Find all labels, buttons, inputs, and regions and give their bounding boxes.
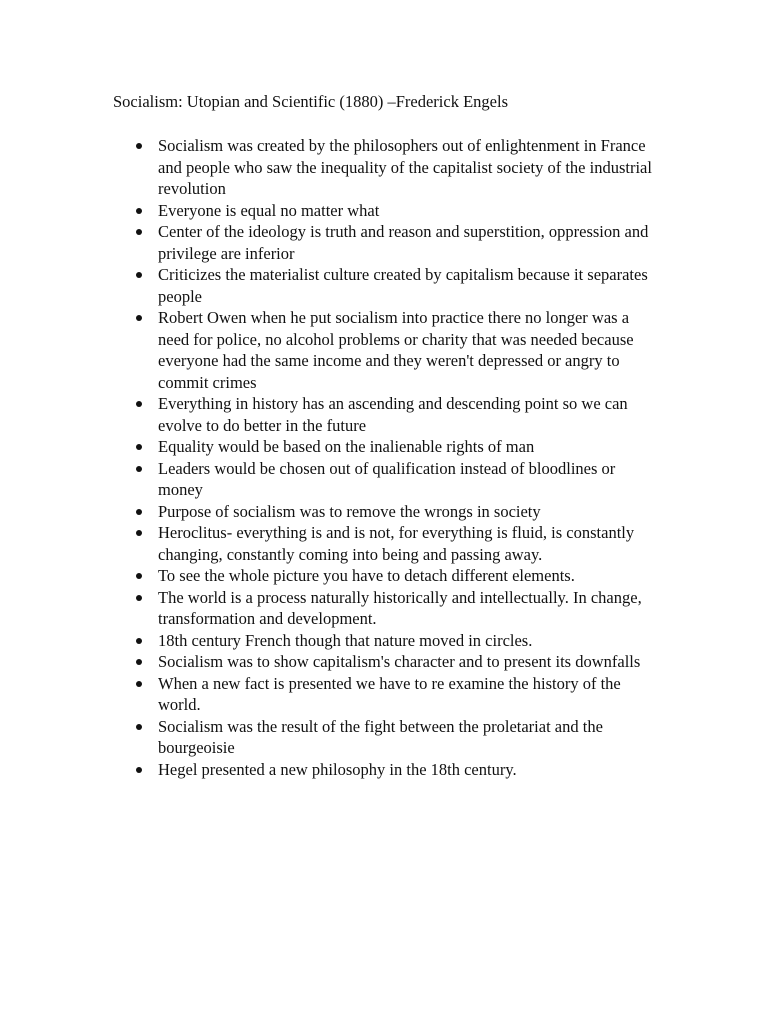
bullet-icon xyxy=(136,444,142,450)
list-item xyxy=(0,587,658,630)
bullet-icon xyxy=(136,595,142,601)
bullet-text: Robert Owen when he put socialism into practice there no longer was a need for police, no alcohol problems or charity that was needed because everyone had the same income and they weren't depressed or angry to commit crimes xyxy=(158,308,634,392)
bullet-text: Center of the ideology is truth and reason and superstition, oppression and privilege are inferior xyxy=(158,222,649,263)
list-item xyxy=(0,630,658,652)
bullet-icon xyxy=(136,724,142,730)
bullet-icon xyxy=(136,315,142,321)
list-item xyxy=(0,501,658,523)
list-item xyxy=(0,759,658,781)
list-item xyxy=(0,436,658,458)
list-item xyxy=(0,307,658,393)
bullet-text: Criticizes the materialist culture created by capitalism because it separates people xyxy=(158,265,648,306)
list-item xyxy=(0,522,658,565)
list-item xyxy=(0,458,658,501)
bullet-icon xyxy=(136,530,142,536)
bullet-text: Everything in history has an ascending and descending point so we can evolve to do better in the future xyxy=(158,394,628,435)
bullet-text: Socialism was created by the philosophers out of enlightenment in France and people who saw the inequality of the capitalist society of the industrial revolution xyxy=(158,136,652,198)
bullet-text: 18th century French though that nature moved in circles. xyxy=(158,630,533,650)
document-title: Socialism: Utopian and Scientific (1880) –Frederick Engels xyxy=(113,92,508,111)
bullet-icon xyxy=(136,638,142,644)
bullet-icon xyxy=(136,659,142,665)
bullet-text: Socialism was to show capitalism's character and to present its downfalls xyxy=(158,652,641,671)
bullet-icon xyxy=(136,767,142,773)
bullet-icon xyxy=(136,573,142,579)
bullet-icon xyxy=(136,509,142,515)
list-item xyxy=(0,200,658,222)
bullet-text: Hegel presented a new philosophy in the 18th century. xyxy=(158,759,517,779)
bullet-text: The world is a process naturally historically and intellectually. In change, transformation and development. xyxy=(158,587,642,628)
bullet-text: Heroclitus- everything is and is not, for everything is fluid, is constantly changing, constantly coming into being and passing away. xyxy=(158,523,635,564)
bullet-text: To see the whole picture you have to detach different elements. xyxy=(158,566,575,585)
bullet-icon xyxy=(136,229,142,235)
list-item xyxy=(0,264,658,307)
bullet-text: Equality would be based on the inalienable rights of man xyxy=(158,437,535,456)
bullet-icon xyxy=(136,466,142,472)
bullet-list xyxy=(0,135,658,780)
list-item xyxy=(0,135,658,200)
bullet-text: Everyone is equal no matter what xyxy=(158,200,380,220)
bullet-text: Leaders would be chosen out of qualification instead of bloodlines or money xyxy=(158,458,616,499)
list-item xyxy=(0,673,658,716)
list-item xyxy=(0,565,658,587)
bullet-icon xyxy=(136,143,142,149)
bullet-text: Purpose of socialism was to remove the wrongs in society xyxy=(158,501,541,521)
bullet-icon xyxy=(136,401,142,407)
bullet-text: Socialism was the result of the fight between the proletariat and the bourgeoisie xyxy=(158,716,603,757)
list-item xyxy=(0,651,658,673)
bullet-text: When a new fact is presented we have to re examine the history of the world. xyxy=(158,673,621,714)
list-item xyxy=(0,716,658,759)
list-item xyxy=(0,221,658,264)
bullet-icon xyxy=(136,272,142,278)
bullet-icon xyxy=(136,208,142,214)
list-item xyxy=(0,393,658,436)
bullet-icon xyxy=(136,681,142,687)
